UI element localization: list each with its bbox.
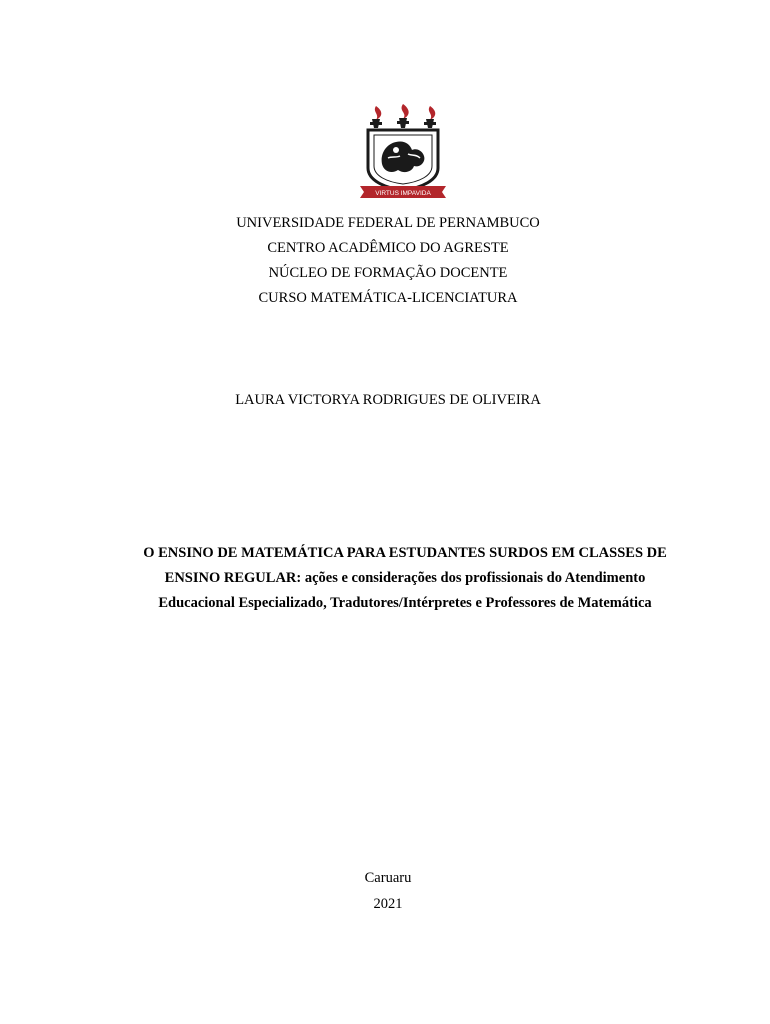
title-line-3: Educacional Especializado, Tradutores/Intérpretes e Professores de Matemática (158, 595, 652, 611)
year: 2021 (373, 896, 403, 912)
title-line-1: O ENSINO DE MATEMÁTICA PARA ESTUDANTES SURDOS EM CLASSES DE (143, 545, 667, 561)
title-main-end: ENSINO REGULAR: (164, 570, 302, 586)
ufpe-crest-logo (358, 104, 448, 200)
title-line-2 (60, 566, 750, 591)
author-name: LAURA VICTORYA RODRIGUES DE OLIVEIRA (235, 392, 541, 408)
place: Caruaru (364, 870, 412, 886)
teaching-nucleus: NÚCLEO DE FORMAÇÃO DOCENTE (268, 265, 508, 281)
thesis-title (60, 541, 750, 616)
crest-icon (358, 104, 448, 200)
subtitle-start: ações e considerações dos profissionais do Atendimento (301, 570, 646, 586)
course-name: CURSO MATEMÁTICA-LICENCIATURA (258, 290, 518, 306)
academic-center: CENTRO ACADÊMICO DO AGRESTE (267, 240, 509, 256)
motto-text: VIRTUS IMPAVIDA (375, 190, 431, 197)
torch-right (424, 106, 436, 128)
torch-left (370, 106, 382, 128)
university-name: UNIVERSIDADE FEDERAL DE PERNAMBUCO (236, 215, 540, 231)
torch-center (397, 104, 409, 128)
